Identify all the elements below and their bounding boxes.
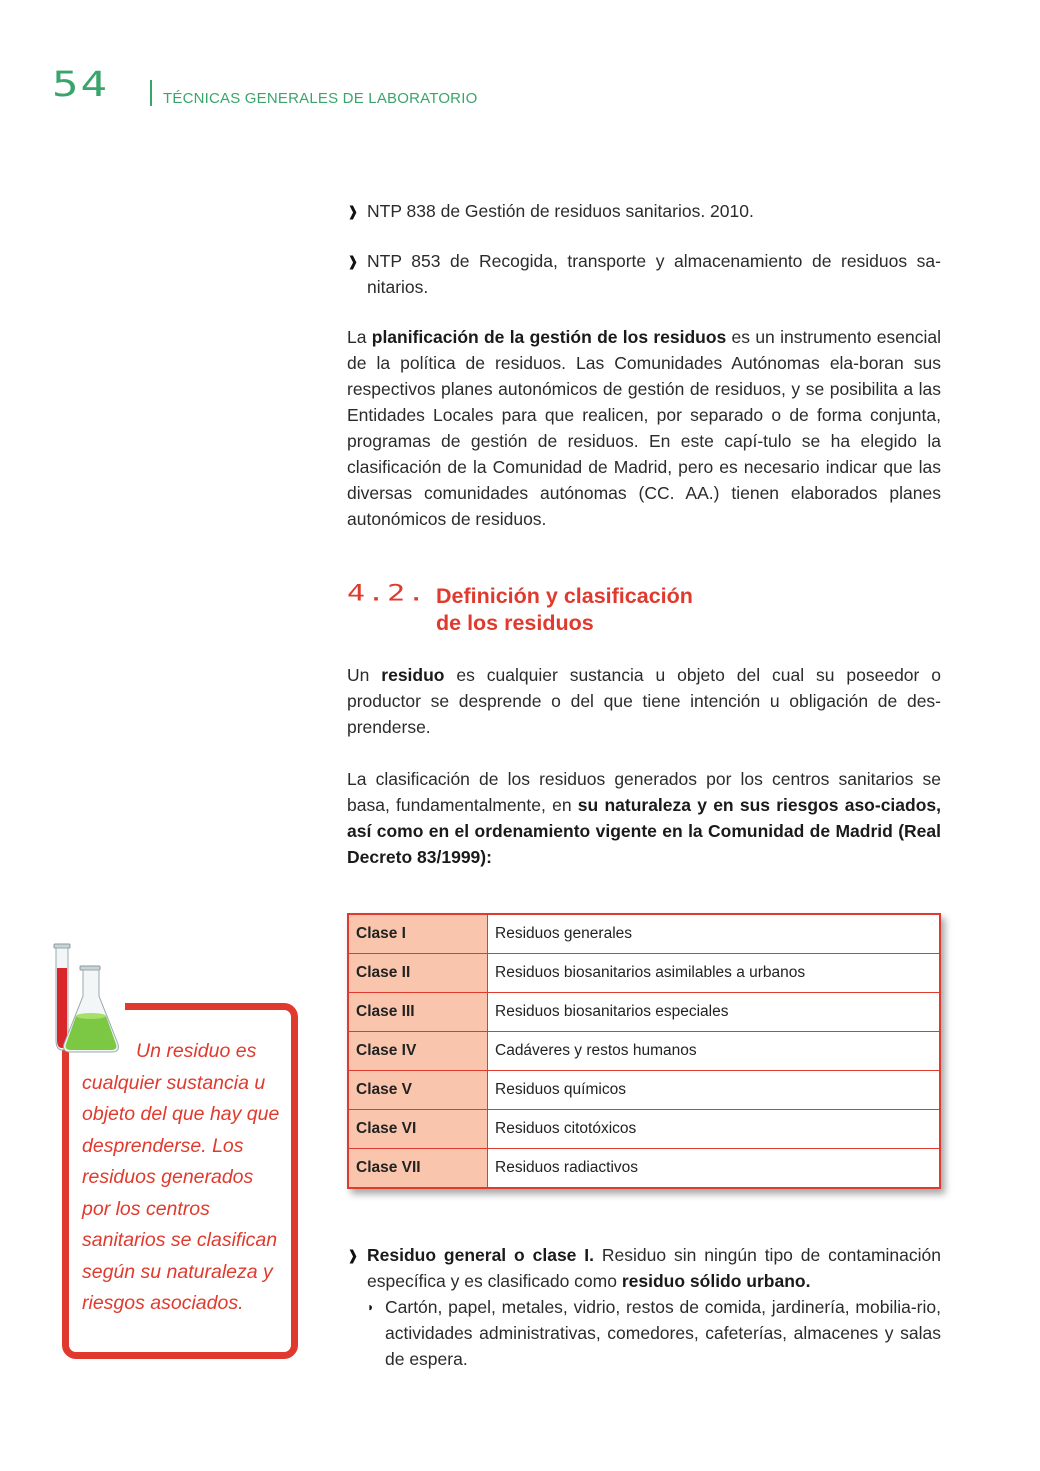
table-row [348,954,940,993]
bullet-icon: ❱ [347,1247,359,1263]
table-row [348,993,940,1032]
bullet-list-bottom [347,1242,941,1372]
bullet-icon: ❱ [347,203,359,219]
callout-text [82,1036,282,1320]
table-cell-clase: Clase II [348,954,488,993]
bold-text: su naturaleza y en sus riesgos aso-ciados, así como en el ordenamiento vigente en la Comunidad de Madrid (Real Decreto 83/1999): [347,795,942,867]
list-item [347,1242,941,1294]
table-row [348,1032,940,1071]
table-cell-desc: Residuos biosanitarios asimilables a urbanos [488,954,941,993]
table-cell-clase: Clase VII [348,1149,488,1189]
list-item [347,198,941,224]
text-span: La [347,327,372,347]
text-span: es un instrumento esencial de la política de residuos. Las Comunidades Autónomas ela-boran sus respectivos planes autonómicos de gestión de residuos, y se posibilita a las Entidades Locales para que realicen, por separado o de forma conjunta, programas de gestión de residuos. En este capí-tulo se ha elegido la clasificación de la Comunidad de Madrid, pero es necesario indicar que las diversas comunidades autónomas (CC. AA.) tienen elaborados planes autonómicos de residuos. [347,327,941,529]
paragraph-definicion [347,662,941,740]
table-cell-clase: Clase VI [348,1110,488,1149]
bold-text: residuo [381,665,445,685]
bold-text: residuo sólido urbano. [621,1271,811,1291]
bullet-list-top [347,198,941,300]
bold-text: Residuo general o clase I. [367,1245,595,1265]
section-number: 4.2. [347,580,428,607]
table-cell-clase: Clase III [348,993,488,1032]
running-header: TÉCNICAS GENERALES DE LABORATORIO [163,90,478,107]
table-row [348,914,940,954]
classification-table [347,913,941,1189]
bold-text: planificación de la gestión de los residuos [371,327,727,347]
sub-list-item-text: Cartón, papel, metales, vidrio, restos de comida, jardinería, mobilia-rio, actividades administrativas, comedores, cafeterías, almacenes y salas de espera. [385,1297,941,1369]
section-title-line: de los residuos [436,611,594,635]
table-cell-desc: Residuos citotóxicos [488,1110,941,1149]
text-span: Un [347,665,382,685]
header-divider [150,80,152,106]
sub-bullet-icon: ◗ [367,1300,375,1314]
table-cell-clase: Clase V [348,1071,488,1110]
table-row [348,1149,940,1189]
text-span: es cualquier sustancia u objeto del cual su poseedor o productor se desprende o del que tiene intención u obligación de des-prenderse. [347,665,941,737]
section-title [436,583,693,637]
list-item [347,248,941,300]
callout-text-body: cualquier sustancia u objeto del que hay que desprenderse. Los residuos generados por los centros sanitarios se clasifican según su naturaleza y riesgos asociados. [82,1071,280,1314]
table-cell-desc: Residuos radiactivos [488,1149,941,1189]
table-row [348,1071,940,1110]
table-cell-desc: Residuos biosanitarios especiales [488,993,941,1032]
table-cell-clase: Clase IV [348,1032,488,1071]
text-span: La clasificación de los residuos generados por los centros sanitarios se basa, fundamentalmente, en [347,769,941,815]
paragraph-clasificacion [347,766,941,870]
table-row [348,1110,940,1149]
text-span: Residuo sin ningún tipo de contaminación específica y es clasificado como [367,1245,941,1291]
sub-list-item [347,1294,941,1372]
page-number: 54 [52,64,109,105]
table-cell-desc: Residuos químicos [488,1071,941,1110]
section-title-line: Definición y clasificación [436,584,693,608]
table-cell-clase: Clase I [348,914,488,954]
table-cell-desc: Cadáveres y restos humanos [488,1032,941,1071]
callout-text-first-line: Un residuo es [136,1040,257,1062]
list-item-text: NTP 853 de Recogida, transporte y almacenamiento de residuos sa-nitarios. [367,251,941,297]
bullet-icon: ❱ [347,253,359,269]
list-item-text: NTP 838 de Gestión de residuos sanitarios. 2010. [367,201,754,221]
paragraph-planificacion [347,324,941,532]
table-cell-desc: Residuos generales [488,914,941,954]
